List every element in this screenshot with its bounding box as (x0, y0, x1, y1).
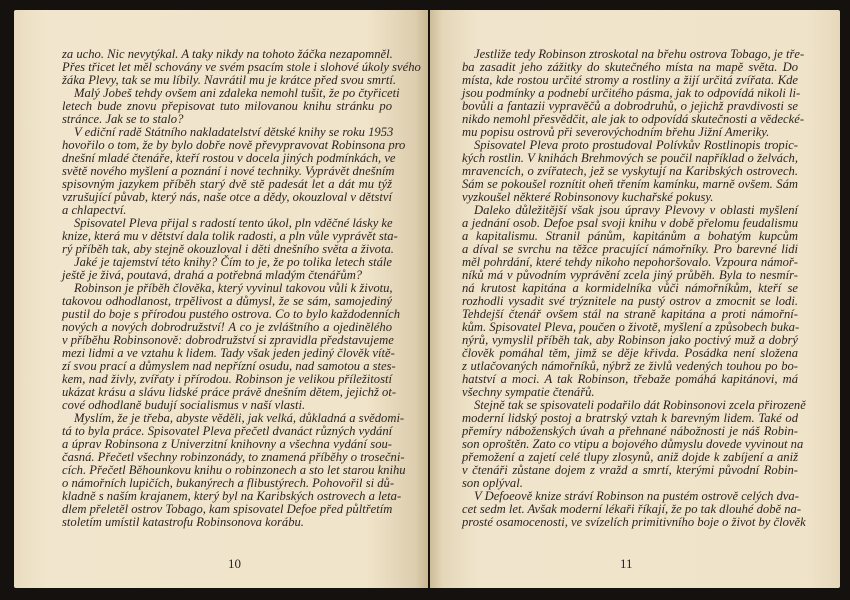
page-number: 11 (620, 556, 633, 571)
text-line: časná. Přečetl všechny robinzonády, to znamená příběhy o trosečni- (62, 450, 405, 464)
text-line: kých rostlin. V knihách Brehmových se poučil například o želvách, (462, 151, 798, 165)
text-line: son oproštěn. Zato co vtipu a bojového důmyslu dovede vyvinout na (462, 437, 804, 451)
text-line: z utlačovaných námořníků, nýbrž ze živlů vedených touhou po bo- (462, 359, 798, 373)
text-line: přemíry náboženských úvah a přehnané nábožnosti je náš Robin- (462, 424, 798, 438)
text-line: Spisovatel Pleva proto prostudoval Polívkův Rostlinopis tropic- (474, 138, 798, 152)
text-line: jsou podmínky a podnebí určitého pásma, jak to odpovídá nikoli li- (462, 86, 801, 100)
text-line: a úprav Robinsona z Univerzitní knihovny a všechna vydání sou- (62, 437, 392, 451)
paragraph (62, 216, 398, 256)
text-line: cové odhodlaně budují socialismus v naší vlasti. (62, 398, 306, 412)
text-line: Jestliže tedy Robinson ztroskotal na břehu ostrova Tobago, je tře- (474, 47, 805, 61)
text-line: bovůli a fantazii vypravěčů a dobrodruhů, o jejichž pravdivosti se (462, 99, 798, 113)
right-page (430, 10, 840, 588)
paragraph (62, 86, 400, 126)
text-line: mravencích, o zvířatech, jež se vyskytují na Karibských ostrovech. (462, 164, 798, 178)
text-line: prosté osamocenosti, ve svízelích primitivního boje o život by člověk (462, 515, 806, 529)
paragraph (462, 204, 798, 399)
page-text (462, 47, 806, 529)
text-line: a díval se svrchu na těžce pracující námořníky. Pro barevné lidi (462, 242, 798, 256)
text-line: Stejně tak se spisovateli podařilo dát Robinsonovi zcela přirozeně (474, 398, 806, 412)
text-line: kům. Spisovatel Pleva, poučen o životě, myšlení a způsobech buka- (462, 320, 800, 334)
paragraph (62, 125, 406, 217)
text-line: přemožení a zajetí celé tlupy zlosynů, aniž dojde k zabíjení a aniž (462, 450, 798, 464)
paragraph (62, 411, 406, 529)
text-line: Daleko důležitější však jsou úpravy Plevovy v oblasti myšlení (474, 203, 798, 217)
text-line: hovořilo o tom, že by bylo dobře nově převypravovat Robinsona pro (62, 138, 406, 152)
text-line: moderní lidský postoj a bratrský vztah k barevným lidem. Také od (462, 411, 798, 425)
left-page (14, 10, 428, 588)
text-line: knize, která mu v dětství dala tolik radosti, a pln vůle vyprávět sta- (62, 229, 398, 243)
text-line: světě nového myšlení a poznání i nové techniky. Vyprávět dnešním (62, 164, 395, 178)
text-line: dnešní mladé čtenáře, kteří rostou v docela jiných podmínkách, ve (62, 151, 396, 165)
text-line: ná krutost kapitána a kormidelníka vůči námořníkům, kteří se (462, 281, 798, 295)
text-line: člověk pomáhal těm, jimž se děje křivda. Posádka není složena (462, 346, 798, 360)
text-line: V ediční radě Státního nakladatelství dětské knihy se roku 1953 (74, 125, 394, 139)
text-line: Jaké je tajemství této knihy? Čím to je, že po tolika letech stále (74, 255, 392, 269)
text-line: o námořních lupičích, bukanýrech a flibustýrech. Pohovořil si dů- (62, 476, 395, 490)
text-line: nikdo nemohl přesvědčit, ale jak to odpovídá skutečnosti a vědecké- (462, 112, 805, 126)
paragraph (462, 47, 805, 139)
text-line: stránce. Jak se to stalo? (62, 112, 184, 126)
text-line: v čtenáři zůstane dojem z vražd a smrtí, kterými původní Robin- (462, 463, 798, 477)
text-line: Robinson je příběh člověka, který vyvinul takovou vůli k životu, (74, 281, 393, 295)
text-line: vzrušující půvab, který nás, naše otce a dědy, okouzloval v dětství (62, 190, 392, 204)
text-line: nýrů, vymyslil příběh tak, aby Robinson jako poctivý muž a dobrý (462, 333, 798, 347)
text-line: měl pohrdání, které tehdy nikoho nepohoršovalo. Vzpoura námoř- (462, 255, 798, 269)
text-line: Sám se pokoušel roznítit oheň třením kamínku, marně ovšem. Sám (462, 177, 798, 191)
text-line: Přes třicet let měl schovány ve svém psacím stole i slohové úkoly svého (62, 60, 421, 74)
text-line: cet sedm let. Avšak moderní lékaři říkají, že po tak dlouhé době na- (462, 502, 802, 516)
text-line: kem, nad živly, zvířaty i přírodou. Robinson je velikou příležitostí (62, 372, 392, 386)
text-line: tá to byla práce. Spisovatel Pleva přečetl dvanáct různých vydání (62, 424, 393, 438)
paragraph (62, 256, 392, 282)
text-line: zí svou prací a důmyslem nad nepřízní osudu, nad samotou a stes- (62, 359, 396, 373)
text-line: ba zasadit jeho zážitky do skutečného místa na mapě světa. Do (462, 60, 798, 74)
text-line: a kapitalismu. Stranil pánům, kapitánům a bohatým kupcům (462, 229, 798, 243)
text-line: ještě je živá, poutavá, drahá a potřebná mladým čtenářům? (62, 268, 363, 282)
text-line: dlem přeletěl ostrov Tobago, kam spisovatel Defoe před půltřetím (62, 502, 393, 516)
text-line: nových a nových dobrodružství! A co je zvláštního a ojedinělého (62, 320, 392, 334)
text-line: a chlapectví. (62, 203, 127, 217)
text-line: Myslím, že je třeba, abyste věděli, jak velká, důkladná a svědomi- (74, 411, 405, 425)
text-line: pustil do boje s přírodou pustého ostrova. Co to bylo každodenních (62, 307, 401, 321)
text-line: Malý Jobeš tehdy ovšem ani zdaleka nemohl tušit, že po čtyřiceti (74, 86, 400, 100)
text-line: v příběhu Robinsonově: dobrodružství si zpravidla představujeme (62, 333, 394, 347)
text-line: mezi lidmi a ve vztahu k lidem. Tady však jeden jediný člověk vítě- (62, 346, 395, 360)
text-line: všechny sympatie čtenářů. (462, 385, 595, 399)
text-line: místa, kde rostou určité stromy a rostliny a žijí určitá zvířata. Kde (462, 73, 798, 87)
text-line: za ucho. Nic nevytýkal. A taky nikdy na tohoto žáčka nezapomněl. (62, 47, 393, 61)
text-line: son oplýval. (462, 476, 523, 490)
text-line: vyzkoušel některé Robinsonovy kuchařské pokusy. (462, 190, 714, 204)
text-line: letech bude znovu přepisovat tuto milovanou knihu stránku po (62, 99, 392, 113)
text-line: a jednání osob. Defoe psal svoji knihu v době přelomu feudalismu (462, 216, 798, 230)
paragraph (462, 398, 806, 490)
paragraph (462, 139, 798, 204)
page-number: 10 (228, 556, 241, 571)
paragraph (62, 47, 421, 87)
text-line: stoletím umístil katastrofu Robinsonova korábu. (62, 515, 304, 529)
paragraph (62, 281, 401, 412)
page-text (62, 47, 421, 529)
text-line: žáka Plevy, tak se mu líbily. Navrátil mu je krátce před svou smrtí. (62, 73, 397, 87)
text-line: spisovným jazykem příběh starý dvě stě padesát let a dát mu týž (62, 177, 392, 191)
text-line: Spisovatel Pleva přijal s radostí tento úkol, pln vděčné lásky ke (74, 216, 393, 230)
text-line: kladně s naším krajanem, který byl na Karibských ostrovech a leta- (62, 489, 402, 503)
text-line: rý příběh tak, aby stejně okouzloval i děti dnešního světa a života. (62, 242, 394, 256)
paragraph (462, 489, 806, 529)
text-line: ukázat krásu a slávu lidské práce právě dnešním dětem, jejichž ot- (62, 385, 397, 399)
text-line: V Defoeově knize stráví Robinson na pustém ostrově celých dva- (474, 489, 799, 503)
text-line: rozhodli vysadit své trýznitele na pustý ostrov a zmocnit se lodi. (462, 294, 798, 308)
text-line: níků má v původním vyprávění zcela jiný průběh. Byla to nesmír- (462, 268, 798, 282)
text-line: takovou odhodlanost, trpělivost a důmysl, že se sám, samojediný (62, 294, 392, 308)
text-line: cích. Přečetl Běhounkovu knihu o robinzonech a sto let starou knihu (62, 463, 406, 477)
text-line: Tehdejší čtenář ovšem stál na straně kapitána a proti námořní- (462, 307, 798, 321)
text-line: hatství a moci. A tak Robinson, třebaže pomáhá kapitánovi, má (462, 372, 798, 386)
text-line: mu popisu ostrovů při severovýchodním břehu Jižní Ameriky. (462, 125, 770, 139)
